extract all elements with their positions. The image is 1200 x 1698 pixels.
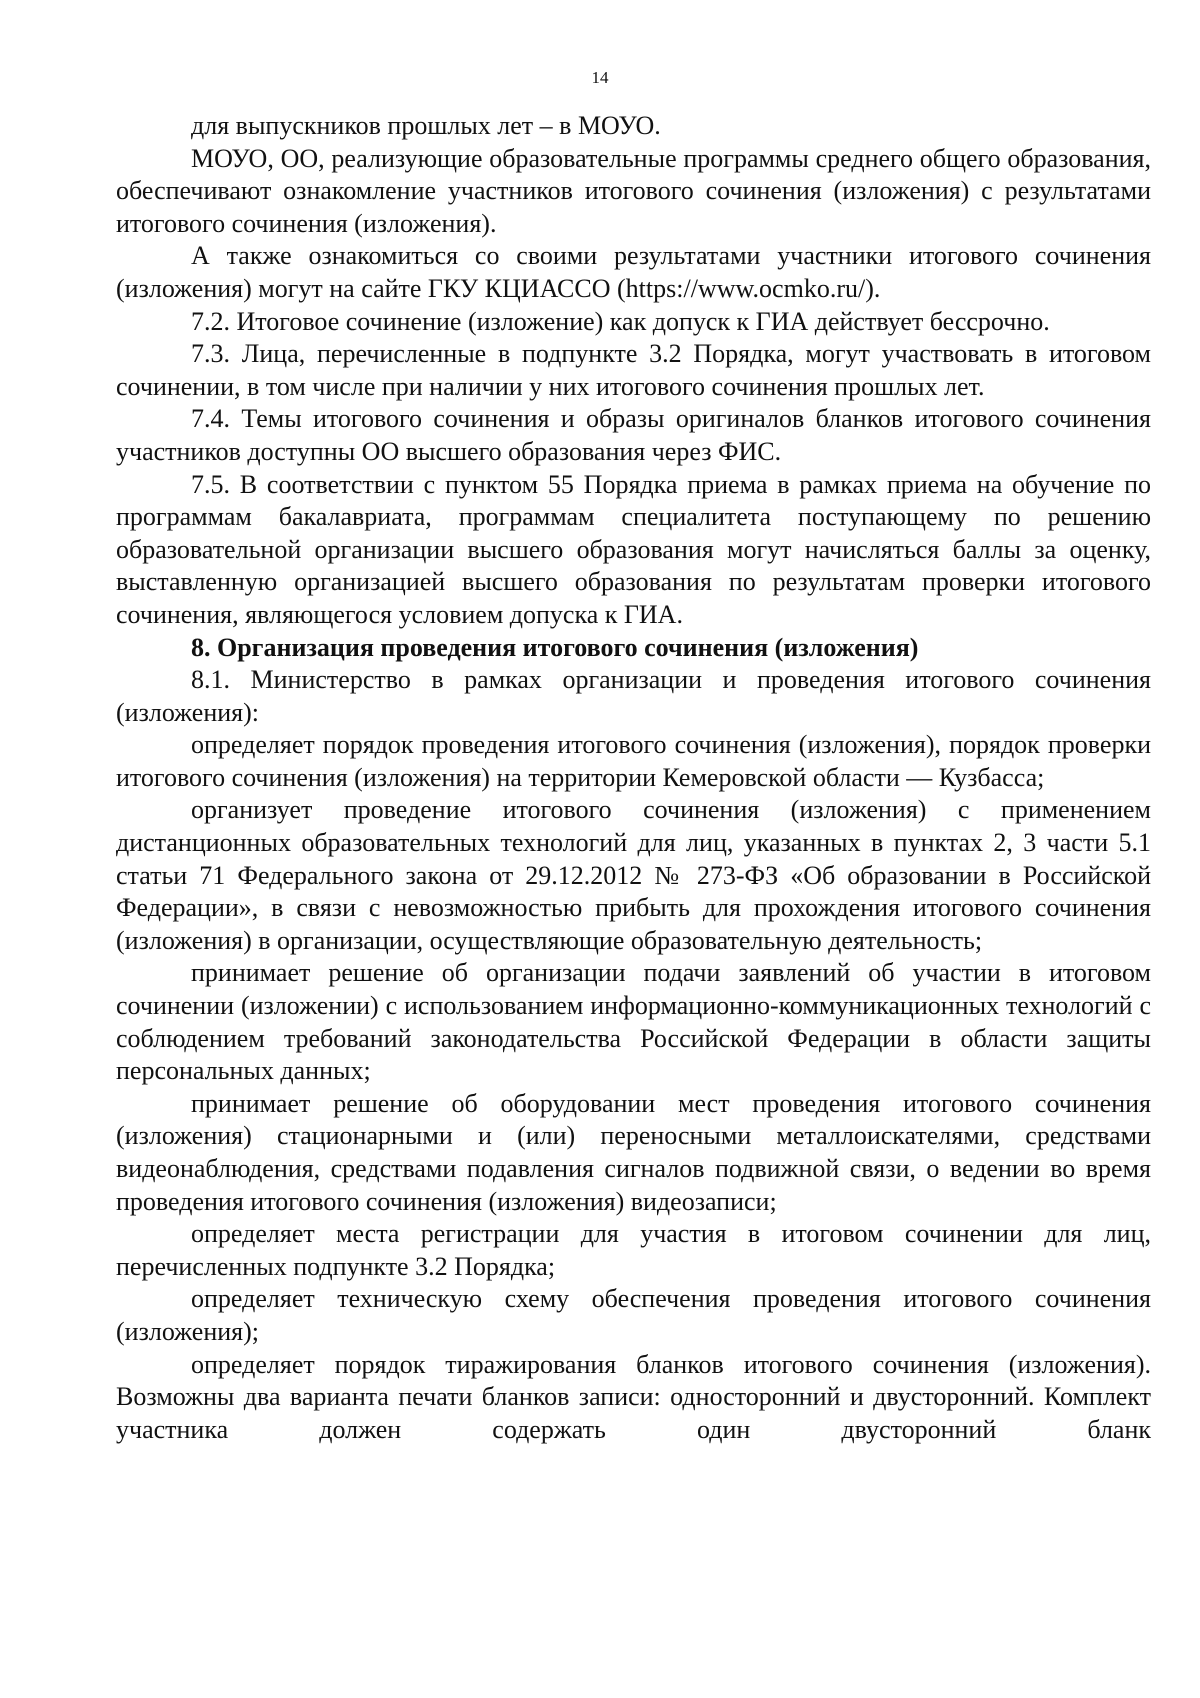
paragraph-7-3: 7.3. Лица, перечисленные в подпункте 3.2 Порядка, могут участвовать в итоговом сочинении, в том числе при наличии у них итогового сочинения прошлых лет. <box>116 339 1151 401</box>
section-heading-8: 8. Организация проведения итогового сочинения (изложения) <box>191 632 919 662</box>
list-item-equipment-decision: принимает решение об оборудовании мест проведения итогового сочинения (изложения) стационарными и (или) переносными металлоискателями, средствами видеонаблюдения, средствами подавления сигналов подвижной связи, о ведении во время проведения итогового сочинения (изложения) видеозаписи; <box>116 1088 1151 1216</box>
list-item-registration-places: определяет места регистрации для участия в итоговом сочинении для лиц, перечисленных подпункте 3.2 Порядка; <box>116 1219 1151 1281</box>
paragraph-7-5: 7.5. В соответствии с пунктом 55 Порядка приема в рамках приема на обучение по программам бакалавриата, программам специалитета поступающему по решению образовательной организации высшего образования могут начисляться баллы за оценку, выставленную организацией высшего образования по результатам проверки итогового сочинения, являющегося условием допуска к ГИА. <box>116 469 1151 629</box>
paragraph-results-familiarization: МОУО, ОО, реализующие образовательные программы среднего общего образования, обеспечивают ознакомление участников итогового сочинения (изложения) с результатами итогового сочинения (изложения). <box>116 143 1151 238</box>
list-item-defines-procedure: определяет порядок проведения итогового сочинения (изложения), порядок проверки итогового сочинения (изложения) на территории Кемеровской области — Кузбасса; <box>116 730 1151 792</box>
paragraph-8-1: 8.1. Министерство в рамках организации и проведения итогового сочинения (изложения): <box>116 665 1151 727</box>
list-item-form-printing: определяет порядок тиражирования бланков итогового сочинения (изложения). Возможны два варианта печати бланков записи: односторонний и двусторонний. Комплект участника должен содержать один двусторонний бланк <box>116 1349 1151 1444</box>
document-body <box>116 110 1151 1446</box>
list-item-application-submission: принимает решение об организации подачи заявлений об участии в итоговом сочинении (изложении) с использованием информационно-коммуникационных технологий с соблюдением требований законодательства Российской Федерации в области защиты персональных данных; <box>116 958 1151 1086</box>
list-item-distance-technologies: организует проведение итогового сочинения (изложения) с применением дистанционных образовательных технологий для лиц, указанных в пунктах 2, 3 части 5.1 статьи 71 Федерального закона от 29.12.2012 № 273-ФЗ «Об образовании в Российской Федерации», в связи с невозможностью прибыть для прохождения итогового сочинения (изложения) в организации, осуществляющие образовательную деятельность; <box>116 795 1151 955</box>
paragraph-7-2: 7.2. Итоговое сочинение (изложение) как допуск к ГИА действует бессрочно. <box>191 306 1050 336</box>
paragraph-7-4: 7.4. Темы итогового сочинения и образы оригиналов бланков итогового сочинения участников доступны ОО высшего образования через ФИС. <box>116 404 1151 466</box>
list-item-technical-scheme: определяет техническую схему обеспечения проведения итогового сочинения (изложения); <box>116 1284 1151 1346</box>
page-number: 14 <box>591 68 609 87</box>
paragraph-results-website: А также ознакомиться со своими результатами участники итогового сочинения (изложения) могут на сайте ГКУ КЦИАССО (https://www.ocmko.ru/). <box>116 241 1151 303</box>
paragraph-moyo-graduates: для выпускников прошлых лет – в МОУО. <box>191 111 661 140</box>
